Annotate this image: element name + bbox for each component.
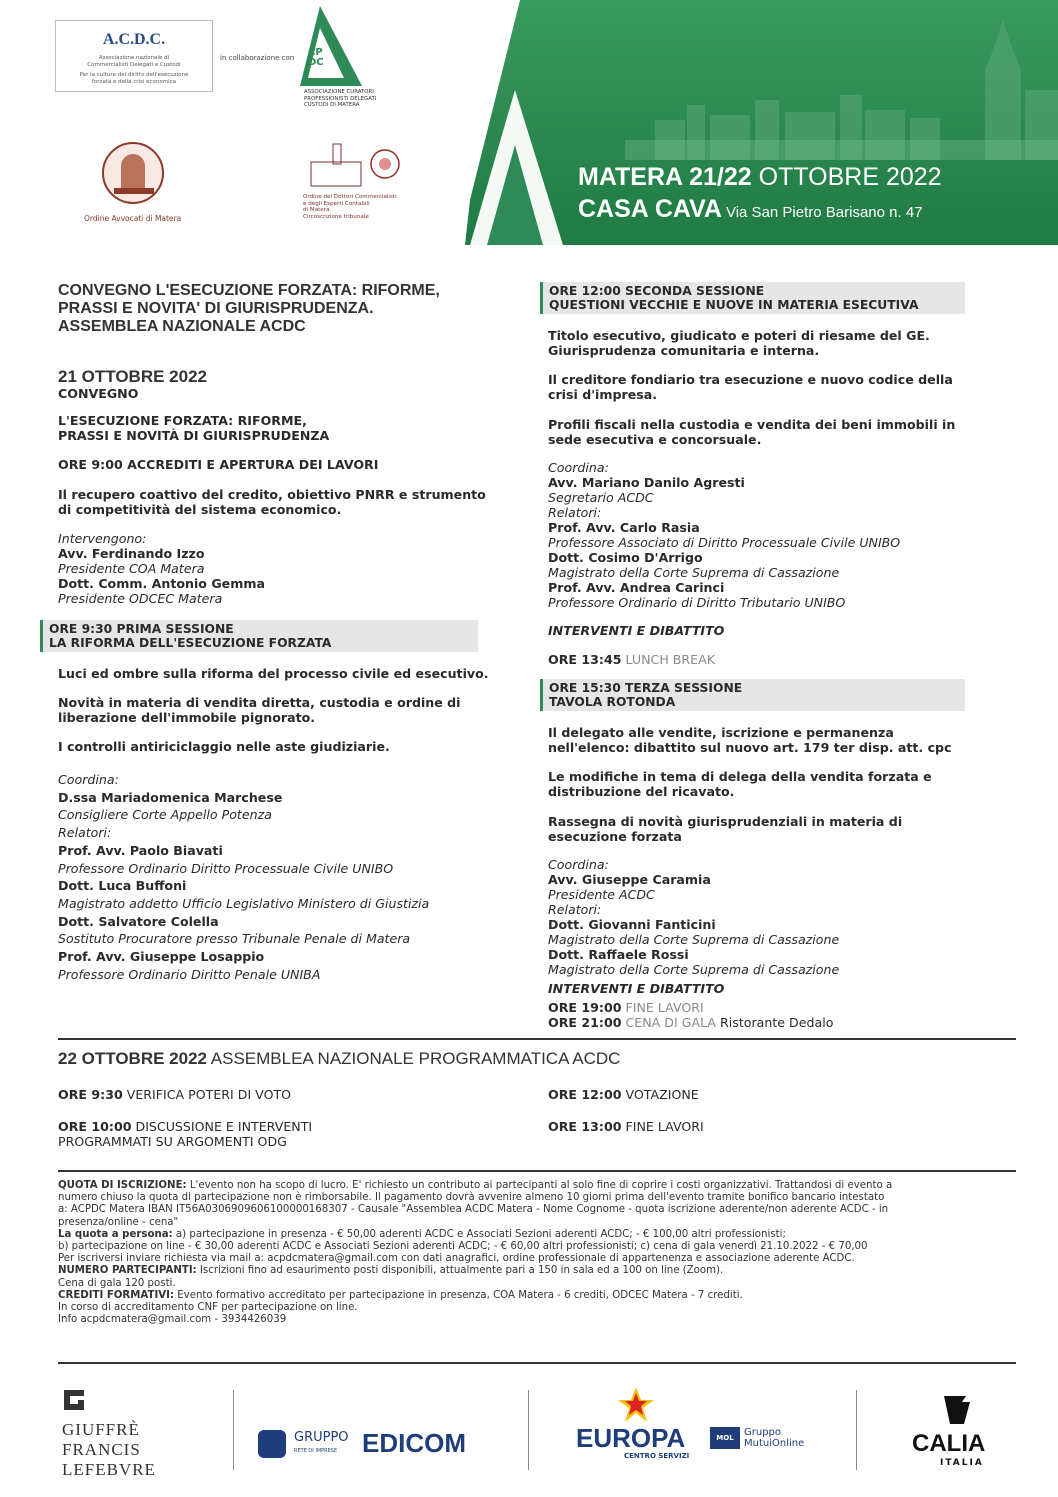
odcec-line2: e degli Esperti Contabili xyxy=(303,200,370,207)
acdc-logo xyxy=(55,20,213,92)
cpdc-logo xyxy=(300,6,400,114)
gfl-icon xyxy=(62,1388,86,1412)
ordine-avvocati-label: Ordine Avvocati di Matera xyxy=(84,214,182,223)
day2-item: ORE 13:00 FINE LAVORI xyxy=(548,1119,704,1134)
day2-item: ORE 12:00 VOTAZIONE xyxy=(548,1087,699,1102)
convegno-subtitle: L'ESECUZIONE FORZATA: RIFORME, PRASSI E NOVITÀ DI GIURISPRUDENZA xyxy=(58,413,330,443)
day1-subtitle: CONVEGNO xyxy=(58,386,139,401)
odcec-line1: Ordine dei Dottori Commercialisti xyxy=(303,194,397,200)
calia-logo: CALIA ITALIA xyxy=(910,1392,1010,1472)
divider xyxy=(58,1038,1016,1040)
session3-interventi: INTERVENTI E DIBATTITO xyxy=(548,981,725,996)
session2-topic: Titolo esecutivo, giudicato e poteri di riesame del GE. Giurisprudenza comunitaria e interna. xyxy=(548,328,930,358)
speaker-role: Magistrato della Corte Suprema di Cassazione xyxy=(548,962,840,977)
divider xyxy=(58,1362,1016,1364)
speaker-role: Sostituto Procuratore presso Tribunale Penale di Matera xyxy=(58,931,411,947)
registration-info: QUOTA DI ISCRIZIONE: L'evento non ha scopo di lucro. E' richiesto un contributo ai partecipanti al solo fine di coprire i costi organizzativi. Trattandosi di evento a numero chiuso la quota di partecipazione non è rimborsabile. Il pagamento dovrà avvenire almeno 10 giorni prima dell'evento tramite bonifico bancario intestato a: ACPDC Matera IBAN IT56A0306909606100000168307 - Causale "Assemblea ACDC Matera - Nome Cognome - quota iscrizione aderente/non aderente ACDC - in presenza/online - cena" La quota a persona: a) partecipazione in presenza - € 50,00 aderenti ACDC e Associati Sezioni aderenti ACDC; - € 100,00 altri professionisti; b) partecipazione on line - € 30,00 aderenti ACDC e Associati Sezioni aderenti ACDC; - € 60,00 altri professionisti; c) cena di gala venerdì 21.10.2022 - € 70,00 Per iscriversi inviare richiesta via mail a: acpdcmatera@gmail.com con dati anagrafici, ordine professionale di appartenenza e associazione aderente ACDC. NUMERO PARTECIPANTI: Iscrizioni fino ad esaurimento posti disponibili, attualmente pari a 150 in sala ed a 100 on line (Zoom). Cena di gala 120 posti. CREDITI FORMATIVI: Evento formativo accreditato per partecipazione in presenza, COA Matera - 6 crediti, ODCEC Matera - 7 crediti. In corso di accreditamento CNF per partecipazione on line. Info acpdcmatera@gmail.com - 3934426039 xyxy=(58,1180,893,1326)
day2-item: ORE 10:00 DISCUSSIONE E INTERVENTI PROGRAMMATI SU ARGOMENTI ODG xyxy=(58,1119,313,1149)
speaker-role: Magistrato della Corte Suprema di Cassazione xyxy=(548,565,840,580)
acdc-logo-line4: forzata e della crisi economica xyxy=(91,79,177,85)
acdc-logo-title: A.C.D.C. xyxy=(102,31,166,48)
event-venue: CASA CAVA Via San Pietro Barisano n. 47 xyxy=(578,195,923,223)
session1-topic: Luci ed ombre sulla riforma del processo civile ed esecutivo. xyxy=(58,666,489,681)
session3-topic: Il delegato alle vendite, iscrizione e permanenza nell'elenco: dibattito sul nuovo art. 179 ter disp. att. cpc xyxy=(548,725,952,755)
session2-speakers: Coordina: Avv. Mariano Danilo Agresti Segretario ACDC Relatori: Prof. Avv. Carlo Rasia Professore Associato di Diritto Processuale Civile UNIBO Dott. Cosimo D'Arrigo Magistrato della Corte Suprema di Cassazione Prof. Avv. Andrea Carinci Professore Ordinario di Diritto Tributario UNIBO xyxy=(548,460,901,610)
session3-topic: Rassegna di novità giurisprudenziali in materia di esecuzione forzata xyxy=(548,814,903,844)
odcec-line3: di Matera xyxy=(303,207,330,214)
speaker-name: Prof. Avv. Paolo Biavati xyxy=(58,842,223,858)
session1-header: ORE 9:30 PRIMA SESSIONE LA RIFORMA DELL'ESECUZIONE FORZATA xyxy=(40,620,478,652)
speaker-name: Dott. Giovanni Fanticini xyxy=(548,917,716,932)
odcec-logo xyxy=(303,140,413,235)
speaker-role: Professore Ordinario Diritto Processuale Civile UNIBO xyxy=(58,860,394,876)
day2-item: ORE 9:30 VERIFICA POTERI DI VOTO xyxy=(58,1087,292,1102)
speaker-role: Presidente ACDC xyxy=(548,887,655,902)
odcec-line4: Circoscrizione tribunale xyxy=(303,213,369,220)
speaker-name: Avv. Giuseppe Caramia xyxy=(548,872,711,887)
session1-topic: Novità in materia di vendita diretta, custodia e ordine di liberazione dell'immobile pignorato. xyxy=(58,695,461,725)
speaker-name: Prof. Avv. Carlo Rasia xyxy=(548,520,700,535)
fine-lavori: ORE 19:00 FINE LAVORI xyxy=(548,1000,704,1015)
contact-info: Info acpdcmatera@gmail.com - 3934426039 xyxy=(58,1314,287,1326)
acdc-logo-line2: Commercialisti Delegati e Custodi xyxy=(87,62,181,68)
speaker-name: Prof. Avv. Giuseppe Losappio xyxy=(58,949,265,965)
speaker-name: Dott. Raffaele Rossi xyxy=(548,947,689,962)
star-icon xyxy=(616,1385,656,1425)
edicom-icon xyxy=(258,1430,286,1458)
opening-topic: Il recupero coattivo del credito, obiettivo PNRR e strumento di competitività del sistema economico. xyxy=(58,487,486,517)
cpdc-line2: PROFESSIONISTI DELEGATI xyxy=(304,95,377,102)
day1-date: 21 OTTOBRE 2022 xyxy=(58,367,207,386)
collab-label: in collaborazione con xyxy=(220,54,295,62)
calia-icon xyxy=(940,1392,978,1428)
day2-title: 22 OTTOBRE 2022 ASSEMBLEA NAZIONALE PROGRAMMATICA ACDC xyxy=(58,1049,621,1068)
session3-header: ORE 15:30 TERZA SESSIONE TAVOLA ROTONDA xyxy=(540,679,965,711)
cpdc-letters: CPDC xyxy=(308,47,324,68)
ordine-avvocati-seal-icon xyxy=(102,142,164,204)
mol-badge: MOL xyxy=(710,1427,740,1449)
divider xyxy=(58,1170,1016,1172)
speaker-role: Consigliere Corte Appello Potenza xyxy=(58,807,272,823)
session2-header: ORE 12:00 SECONDA SESSIONE QUESTIONI VECCHIE E NUOVE IN MATERIA ESECUTIVA xyxy=(540,282,965,314)
session2-interventi: INTERVENTI E DIBATTITO xyxy=(548,623,725,638)
speaker-name: Dott. Cosimo D'Arrigo xyxy=(548,550,703,565)
cpdc-line1: ASSOCIAZIONE CURATORI xyxy=(304,89,374,95)
speaker-name: Dott. Salvatore Colella xyxy=(58,913,219,929)
session2-topic: Profili fiscali nella custodia e vendita dei beni immobili in sede esecutiva e concorsuale. xyxy=(548,417,956,447)
event-dates: MATERA 21/22 OTTOBRE 2022 xyxy=(578,163,942,191)
session1-speakers: Coordina: D.ssa Mariadomenica Marchese Consigliere Corte Appello Potenza Relatori: Prof. Avv. Paolo Biavati Professore Ordinario Diritto Processuale Civile UNIBO Dott. Luca Buffoni Magistrato addetto Ufficio Legislativo Ministero di Giustizia Dott. Salvatore Colella Sostituto Procuratore presso Tribunale Penale di Matera Prof. Avv. Giuseppe Losappio Professore Ordinario Diritto Penale UNIBA xyxy=(58,772,430,982)
giuffre-francis-lefebvre-logo: GIUFFRÈ FRANCIS LEFEBVRE xyxy=(62,1388,222,1478)
speaker-role: Magistrato addetto Ufficio Legislativo Ministero di Giustizia xyxy=(58,895,430,911)
conference-title: CONVEGNO L'ESECUZIONE FORZATA: RIFORME, PRASSI E NOVITA' DI GIURISPRUDENZA. ASSEMBLEA NAZIONALE ACDC xyxy=(58,282,440,335)
speaker-role: Presidente COA Matera xyxy=(58,561,205,576)
speaker-role: Professore Associato di Diritto Processuale Civile UNIBO xyxy=(548,535,901,550)
europa-logo: EUROPA CENTRO SERVIZI MOL Gruppo MutuiOnline xyxy=(576,1385,836,1465)
intervengono-block: Intervengono: Avv. Ferdinando Izzo Presidente COA Matera Dott. Comm. Antonio Gemma Presidente ODCEC Matera xyxy=(58,531,265,606)
edicom-logo: GRUPPO RETE DI IMPRESE EDICOM xyxy=(258,1426,488,1466)
speaker-role: Presidente ODCEC Matera xyxy=(58,591,223,606)
speaker-name: Prof. Avv. Andrea Carinci xyxy=(548,580,725,595)
cpdc-line3: CUSTODI DI MATERA xyxy=(304,102,360,108)
opening-time: ORE 9:00 ACCREDITI E APERTURA DEI LAVORI xyxy=(58,457,379,472)
acdc-logo-line1: Associazione nazionale di xyxy=(98,55,170,61)
odcec-building-icon xyxy=(303,140,403,188)
speaker-name: Dott. Comm. Antonio Gemma xyxy=(58,576,265,591)
speaker-role: Professore Ordinario di Diritto Tributario UNIBO xyxy=(548,595,846,610)
speaker-role: Segretario ACDC xyxy=(548,490,654,505)
session1-topic: I controlli antiriciclaggio nelle aste giudiziarie. xyxy=(58,739,390,754)
speaker-role: Magistrato della Corte Suprema di Cassazione xyxy=(548,932,840,947)
speaker-name: Avv. Ferdinando Izzo xyxy=(58,546,205,561)
session3-speakers: Coordina: Avv. Giuseppe Caramia Presidente ACDC Relatori: Dott. Giovanni Fanticini Magistrato della Corte Suprema di Cassazione Dott. Raffaele Rossi Magistrato della Corte Suprema di Cassazione xyxy=(548,857,840,977)
speaker-name: Dott. Luca Buffoni xyxy=(58,878,187,894)
speaker-name: D.ssa Mariadomenica Marchese xyxy=(58,789,283,805)
lunch-break: ORE 13:45 LUNCH BREAK xyxy=(548,652,716,667)
cena-di-gala: ORE 21:00 CENA DI GALA Ristorante Dedalo xyxy=(548,1015,834,1030)
session3-topic: Le modifiche in tema di delega della vendita forzata e distribuzione del ricavato. xyxy=(548,769,932,799)
speaker-name: Avv. Mariano Danilo Agresti xyxy=(548,475,745,490)
session2-topic: Il creditore fondiario tra esecuzione e nuovo codice della crisi d'impresa. xyxy=(548,372,953,402)
acdc-logo-line3: Per la cultura del diritto dell'esecuzione xyxy=(79,72,189,78)
speaker-role: Professore Ordinario Diritto Penale UNIBA xyxy=(58,966,321,982)
